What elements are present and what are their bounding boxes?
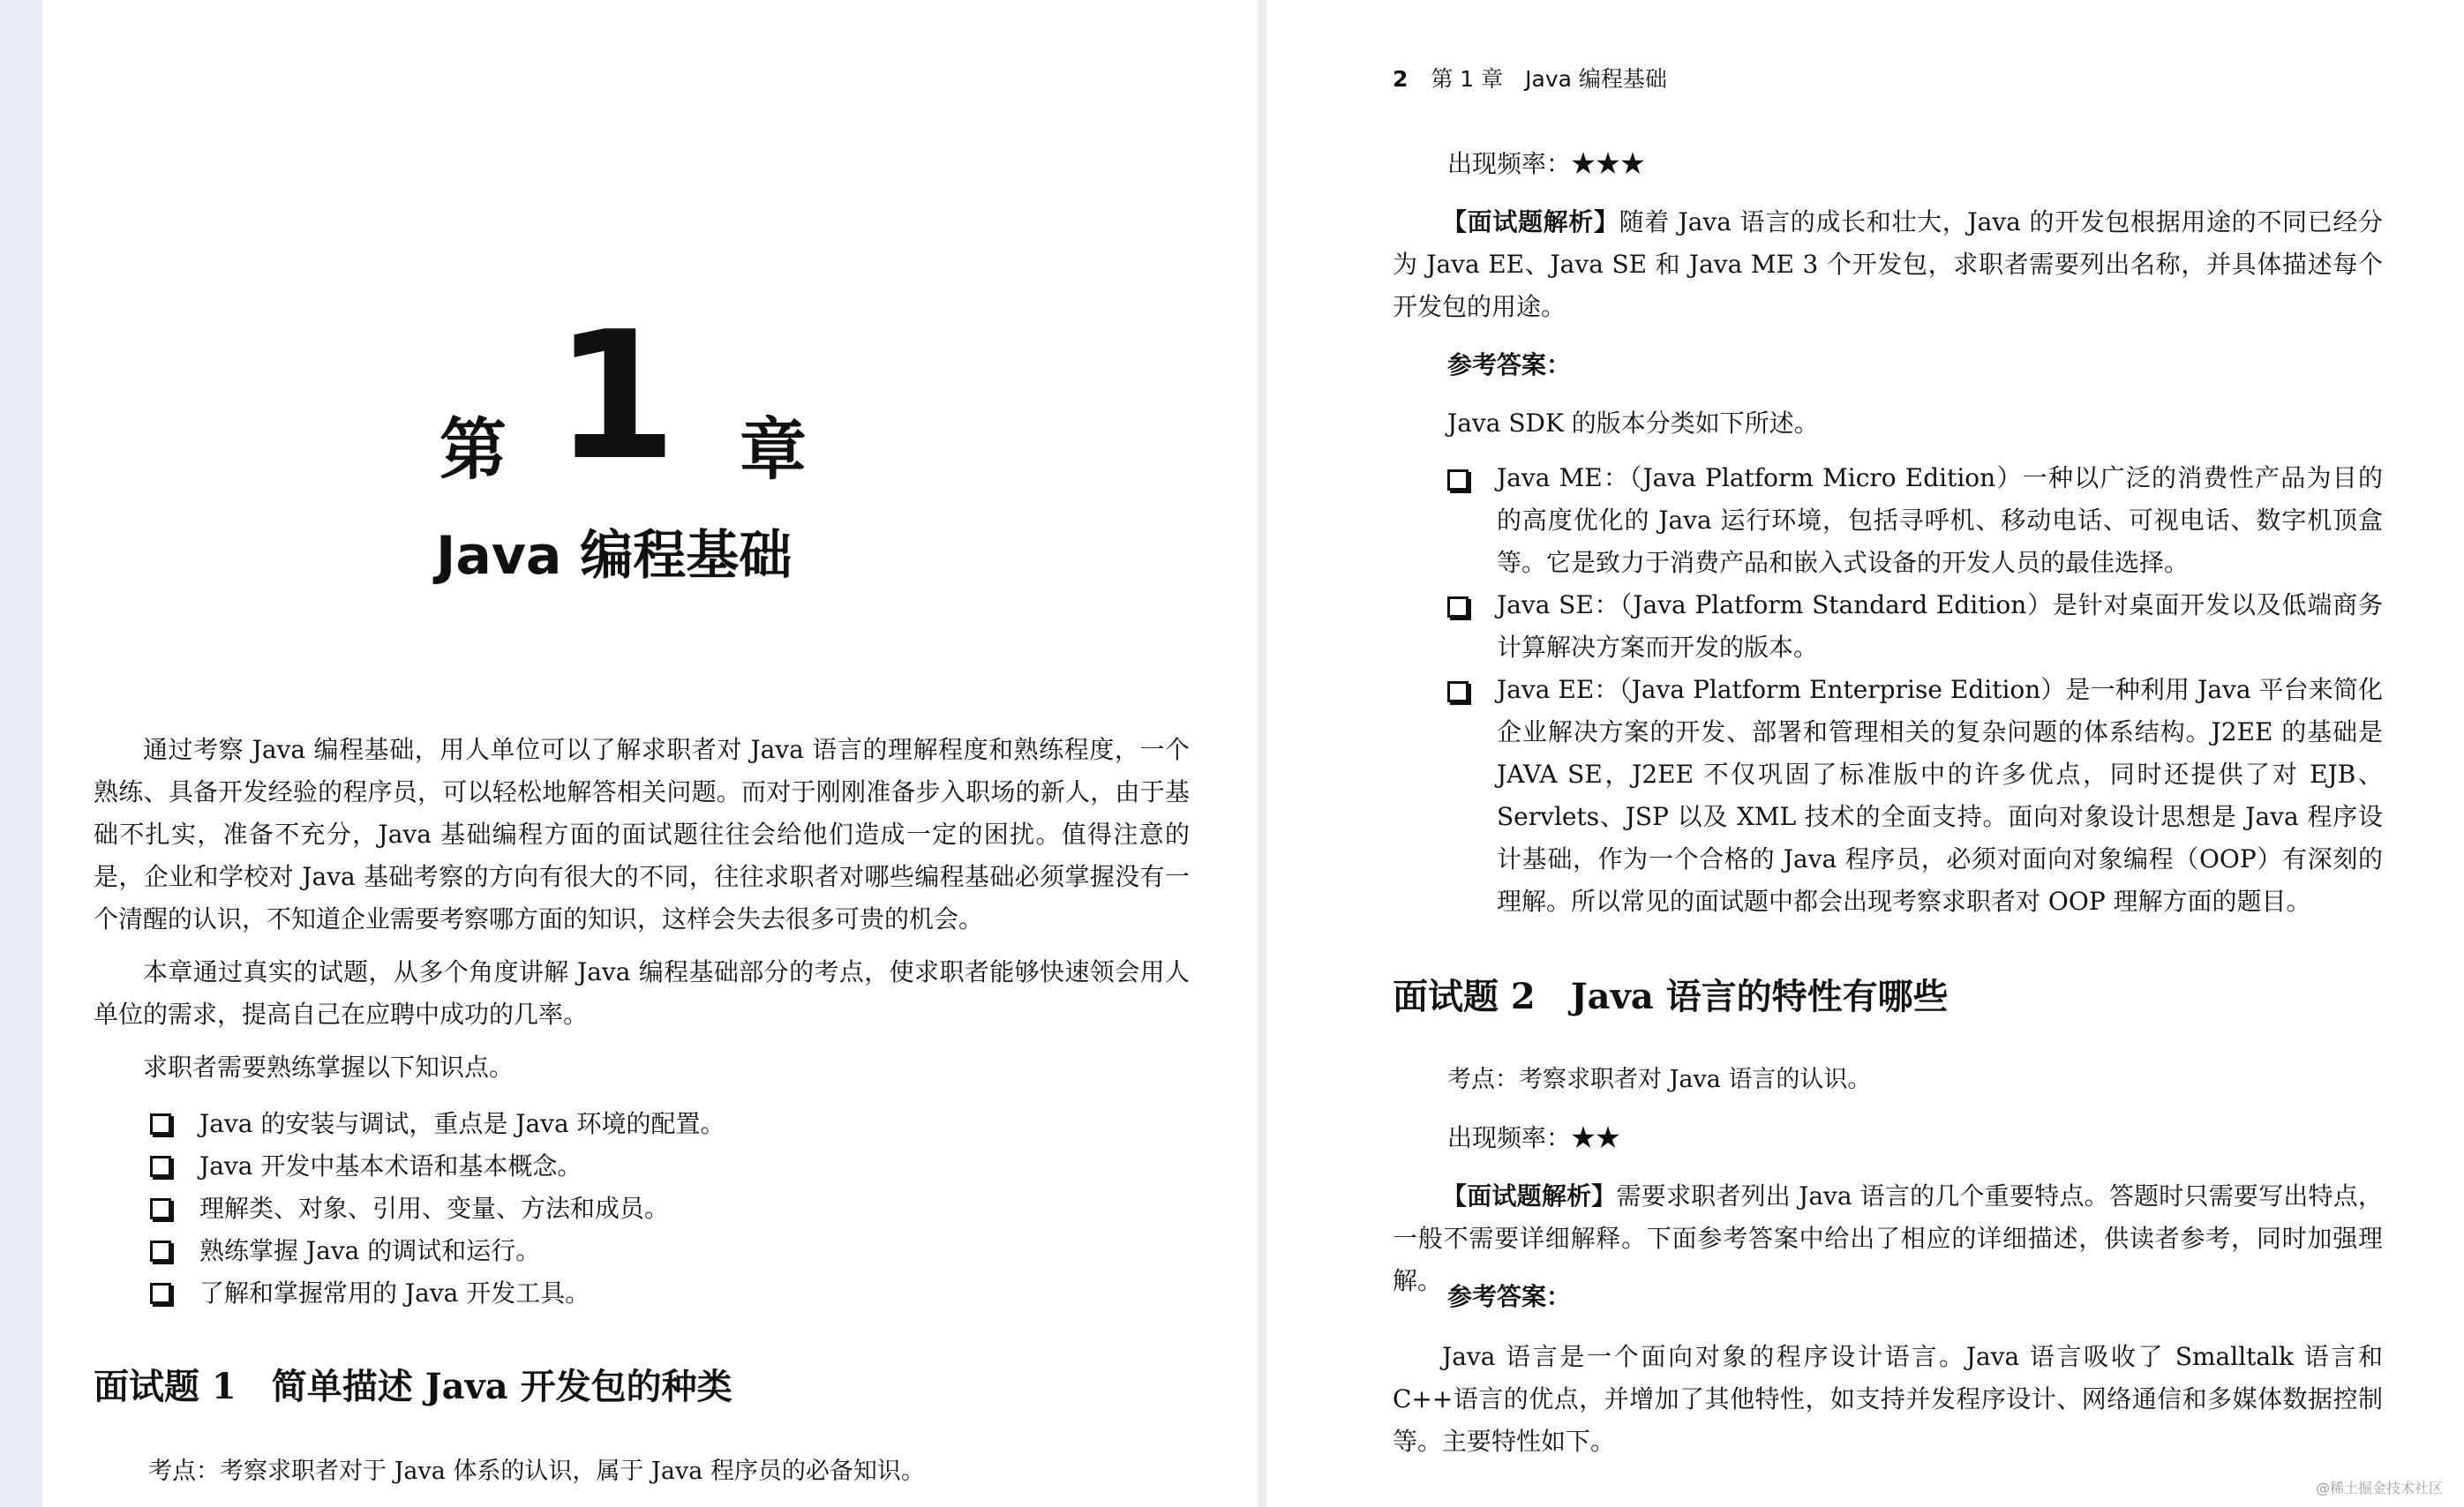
question-1-kaodian: 考点：考察求职者对于 Java 体系的认识，属于 Java 程序员的必备知识。 xyxy=(148,1458,925,1485)
checkbox-bullet-icon xyxy=(150,1156,171,1177)
intro-paragraph-2: 本章通过真实的试题，从多个角度讲解 Java 编程基础部分的考点，使求职者能够快速领会用人单位的需求，提高自己在应聘中成功的几率。 xyxy=(94,957,1190,1029)
analysis-2: 【面试题解析】需要求职者列出 Java 语言的几个重要特点。答题时只需要写出特点，一般不需要详细解释。下面参考答案中给出了相应的详细描述，供读者参考，同时加强理解。 xyxy=(1393,1181,2383,1295)
checkbox-bullet-icon xyxy=(150,1283,171,1304)
answer-label-2: 参考答案： xyxy=(1447,1282,1572,1311)
answer-1-intro: Java SDK 的版本分类如下所述。 xyxy=(1447,409,1819,438)
question-2-kaodian: 考点：考察求职者对 Java 语言的认识。 xyxy=(1447,1066,1872,1093)
answer-label-1: 参考答案： xyxy=(1447,350,1572,379)
analysis-1: 【面试题解析】随着 Java 语言的成长和壮大，Java 的开发包根据用途的不同已经分为 Java EE、Java SE 和 Java ME 3 个开发包，求职者需要列出名称，并具体描述每个开发包的用途。 xyxy=(1393,207,2383,321)
question-2-title: 面试题 2 Java 语言的特性有哪些 xyxy=(1393,976,1949,1017)
checkbox-bullet-icon xyxy=(150,1113,171,1135)
chapter-heading xyxy=(439,294,898,499)
chapter-number: 1 xyxy=(554,294,678,499)
right-page: 2 第 1 章 Java 编程基础 出现频率：★★★ 【面试题解析】随着 Java 语言的成长和壮大，Java 的开发包根据用途的不同已经分为 Java EE、Java SE 和 Java ME 3 个开发包，求职者需要列出名称，并具体描述每个开发包的用途。 参考答案： Java SDK 的版本分类如下所述。 Java ME：（Java Platform Micro Edition）一种以广泛的消费性产品为目的的高度优化的 Java 运行环境，包括寻呼机、移动电话、可视电话、数字机顶盒等。它是致力于消费产品和嵌入式设备的开发人员的最佳选择。 Java SE：（Java Platform Standard Edition）是针对桌面开发以及低端商务计算解决方案而开发的版本。 Java EE：（Java Platform Enterprise Edition）是一种利用 Java 平台来简化企业解决方案的开发、部署和管理相关的复杂问题的体系结构。J2EE 的基础是 JAVA SE，J2EE 不仅巩固了标准版中的许多优点，同时还提供了对 EJB、Servlets、JSP 以及 XML 技术的全面支持。面向对象设计思想是 Java 程序设计基础，作为一个合格的 Java 程序员，必须对面向对象编程（OOP）有深刻的理解。所以常见的面试题中都会出现考察求职者对 OOP 理解方面的题目。 面试题 2 Java 语言的特性有哪些 考点：考察求职者对 Java 语言的认识。 出现频率：★★ 【面试题解析】需要求职者列出 Java 语言的几个重要特点。答题时只需要写出特点，一般不需要详细解释。下面参考答案中给出了相应的详细描述，供读者参考，同时加强理解。 参考答案： Java 语言是一个面向对象的程序设计语言。Java 语言吸收了 Smalltalk 语言和 C++语言的优点，并增加了其他特性，如支持并发程序设计、网络通信和多媒体数据控制等。主要特性如下。 @稀土掘金技术社区 xyxy=(1267,0,2464,1507)
frequency-1: 出现频率：★★★ xyxy=(1447,149,1646,178)
checkbox-bullet-icon xyxy=(1447,681,1469,702)
watermark: @稀土掘金技术社区 xyxy=(2316,1480,2444,1496)
analysis-label: 【面试题解析】 xyxy=(1442,1181,1617,1211)
checkbox-bullet-icon xyxy=(150,1198,171,1219)
question-1-title: 面试题 1 简单描述 Java 开发包的种类 xyxy=(94,1366,732,1407)
checkbox-bullet-icon xyxy=(1447,469,1469,491)
left-page: 第 1 章 Java 编程基础 通过考察 Java 编程基础，用人单位可以了解求职者对 Java 语言的理解程度和熟练程度，一个熟练、具备开发经验的程序员，可以轻松地解答相关问题。而对于刚刚准备步入职场的新人，由于基础不扎实，准备不充分，Java 基础编程方面的面试题往往会给他们造成一定的困扰。值得注意的是，企业和学校对 Java 基础考察的方向有很大的不同，往往求职者对哪些编程基础必须掌握没有一个清醒的认识，不知道企业需要考察哪方面的知识，这样会失去很多可贵的机会。 本章通过真实的试题，从多个角度讲解 Java 编程基础部分的考点，使求职者能够快速领会用人单位的需求，提高自己在应聘中成功的几率。 求职者需要熟练掌握以下知识点。 Java 的安装与调试，重点是 Java 环境的配置。 Java 开发中基本术语和基本概念。 理解类、对象、引用、变量、方法和成员。 熟练掌握 Java 的调试和运行。 了解和掌握常用的 Java 开发工具。 面试题 1 简单描述 Java 开发包的种类 考点：考察求职者对于 Java 体系的认识，属于 Java 程序员的必备知识。 xyxy=(42,0,1257,1507)
chapter-prefix: 第 xyxy=(439,410,507,489)
chapter-suffix: 章 xyxy=(740,410,807,489)
analysis-label: 【面试题解析】 xyxy=(1442,207,1619,236)
header-chapter: 第 1 章 Java 编程基础 xyxy=(1431,66,1667,92)
page-number: 2 xyxy=(1393,66,1409,92)
page-gutter xyxy=(1257,0,1267,1507)
frequency-2: 出现频率：★★ xyxy=(1447,1123,1621,1152)
checkbox-bullet-icon xyxy=(150,1241,171,1262)
intro-paragraph-1: 通过考察 Java 编程基础，用人单位可以了解求职者对 Java 语言的理解程度和熟练程度，一个熟练、具备开发经验的程序员，可以轻松地解答相关问题。而对于刚刚准备步入职场的新人，由于基础不扎实，准备不充分，Java 基础编程方面的面试题往往会给他们造成一定的困扰。值得注意的是，企业和学校对 Java 基础考察的方向有很大的不同，往往求职者对哪些编程基础必须掌握没有一个清醒的认识，不知道企业需要考察哪方面的知识，这样会失去很多可贵的机会。 xyxy=(94,735,1190,933)
intro-paragraph-3: 求职者需要熟练掌握以下知识点。 xyxy=(143,1053,515,1082)
checkbox-bullet-icon xyxy=(1447,596,1469,618)
answer-2: Java 语言是一个面向对象的程序设计语言。Java 语言吸收了 Smalltalk 语言和 C++语言的优点，并增加了其他特性，如支持并发程序设计、网络通信和多媒体数据控制等。主要特性如下。 xyxy=(1393,1342,2383,1456)
chapter-title: Java 编程基础 xyxy=(436,525,793,587)
running-header xyxy=(1393,62,1667,97)
